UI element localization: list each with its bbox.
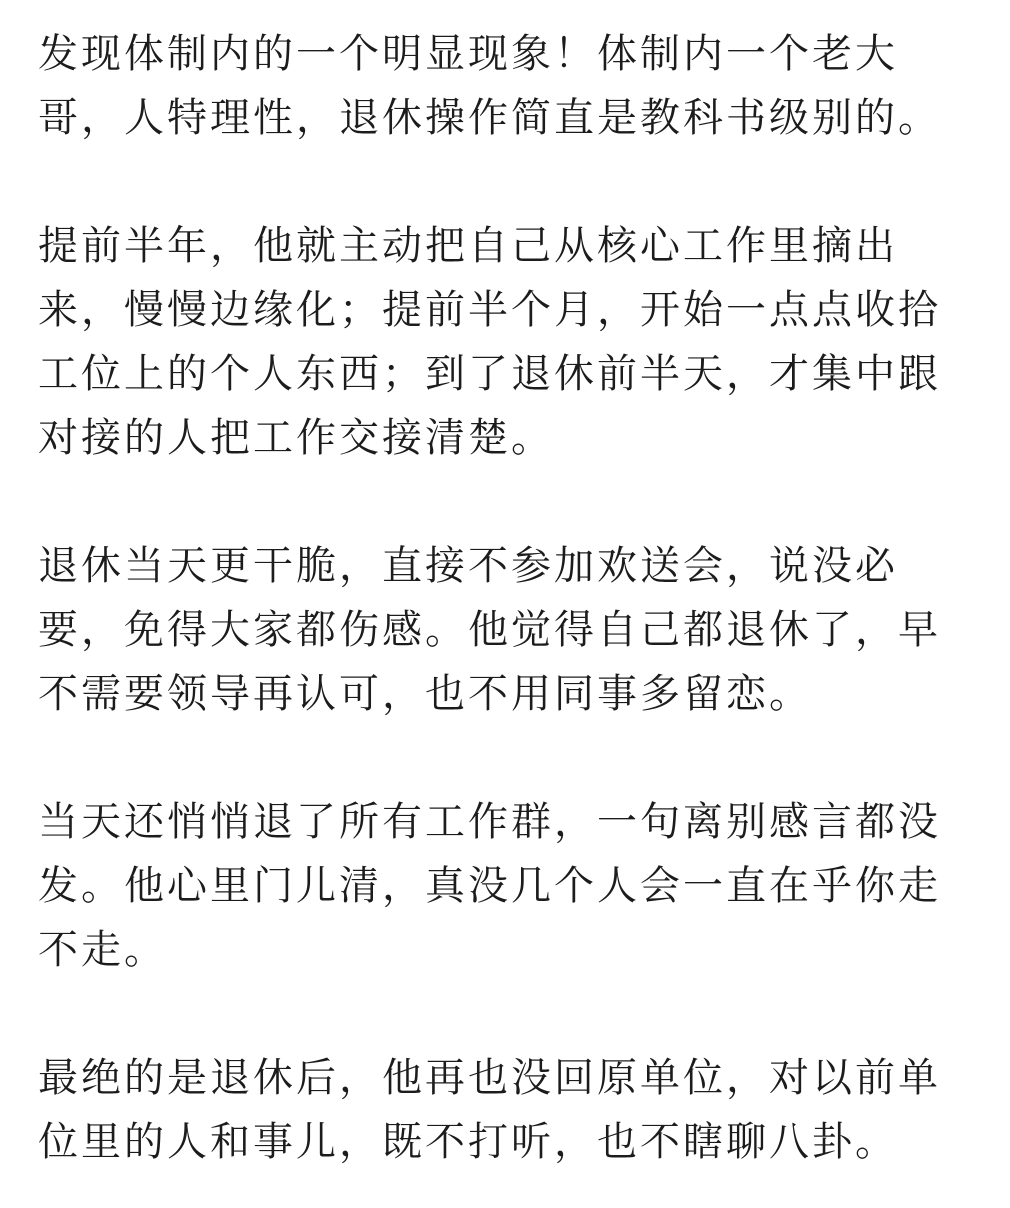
paragraph-spacer [38,726,978,790]
paragraph-1 [38,22,978,150]
text-line: 对接的人把工作交接清楚。 [38,415,554,461]
text-line: 来，慢慢边缘化；提前半个月，开始一点点收拾 [38,287,941,333]
text-line: 哥，人特理性，退休操作简直是教科书级别的。 [38,95,941,141]
text-line: 最绝的是退休后，他再也没回原单位，对以前单 [38,1055,941,1101]
paragraph-spacer [38,470,978,534]
text-line: 退休当天更干脆，直接不参加欢送会，说没必 [38,543,898,589]
paragraph-5 [38,1046,978,1174]
text-line: 不走。 [38,927,167,973]
text-line: 要，免得大家都伤感。他觉得自己都退休了，早 [38,607,941,653]
text-line: 不需要领导再认可，也不用同事多留恋。 [38,671,812,717]
text-line: 工位上的个人东西；到了退休前半天，才集中跟 [38,351,941,397]
paragraph-4 [38,790,978,982]
text-line: 发现体制内的一个明显现象！体制内一个老大 [38,31,898,77]
text-line: 位里的人和事儿，既不打听，也不瞎聊八卦。 [38,1119,898,1165]
paragraph-2 [38,214,978,470]
text-line: 发。他心里门儿清，真没几个人会一直在乎你走 [38,863,941,909]
paragraph-spacer [38,982,978,1046]
article-body [38,22,978,1174]
text-line: 当天还悄悄退了所有工作群，一句离别感言都没 [38,799,941,845]
text-line: 提前半年，他就主动把自己从核心工作里摘出 [38,223,898,269]
paragraph-3 [38,534,978,726]
paragraph-spacer [38,150,978,214]
